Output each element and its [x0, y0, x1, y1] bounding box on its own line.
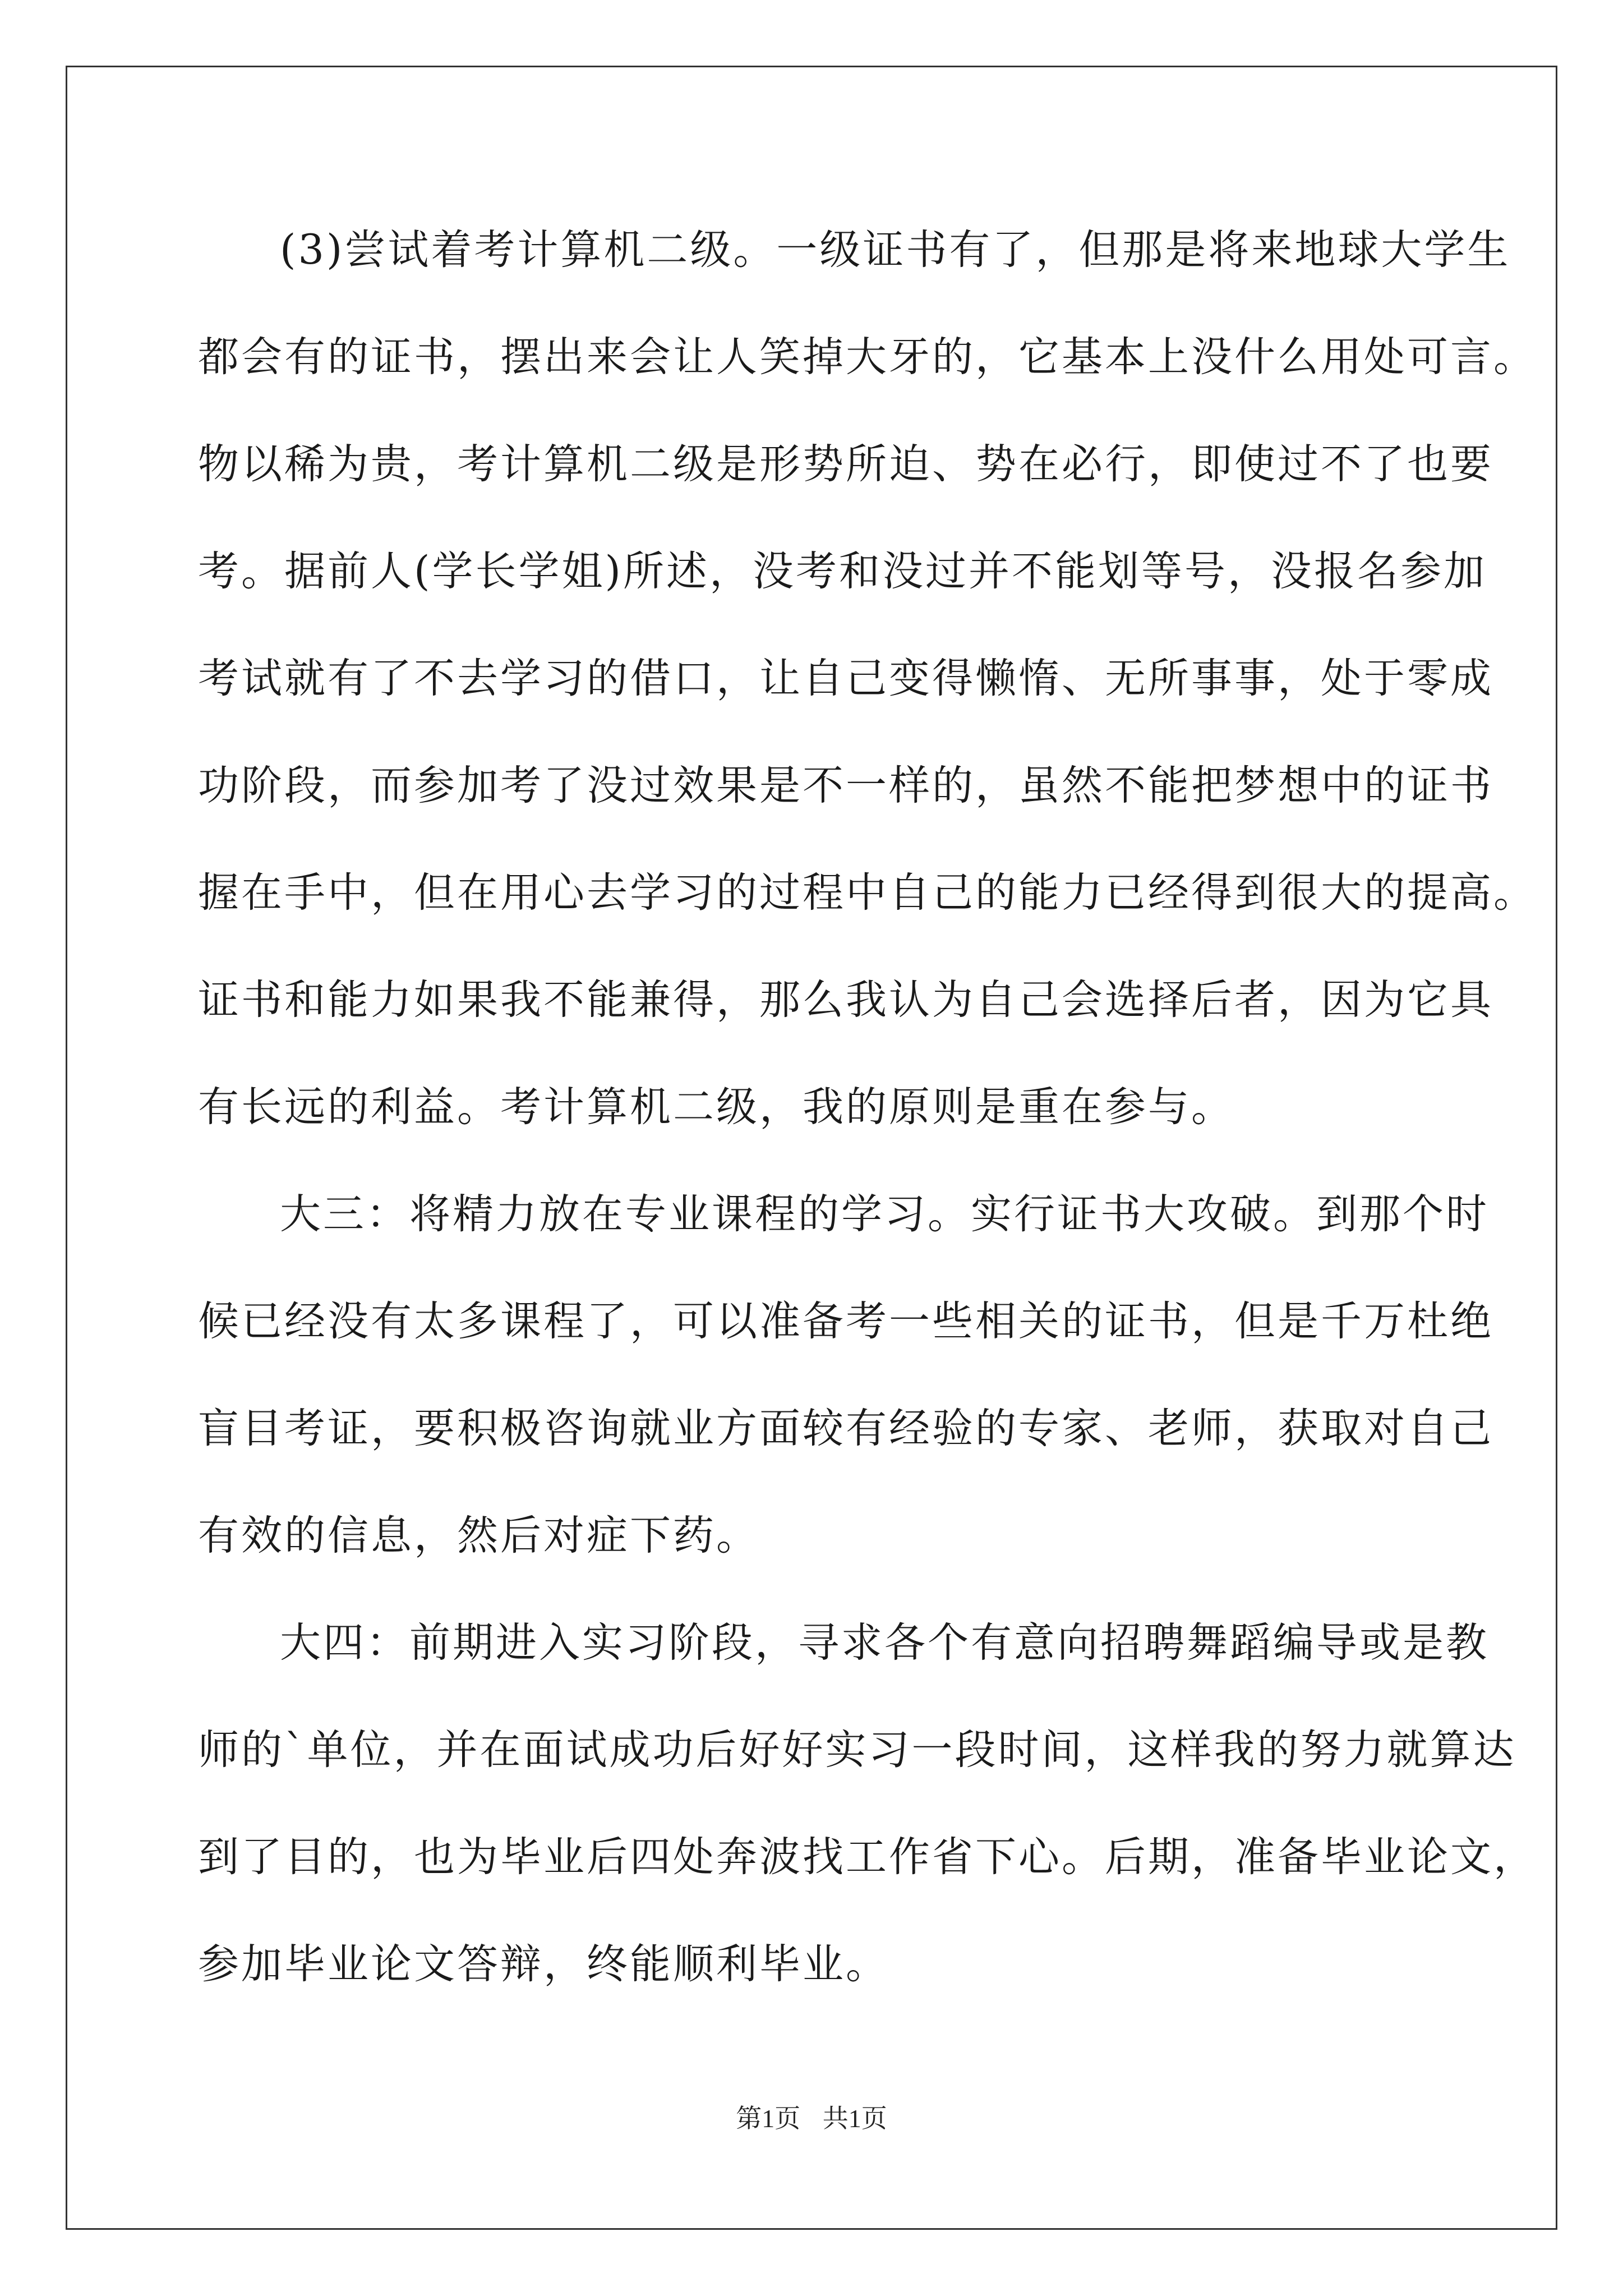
paragraph-line: 都会有的证书，摆出来会让人笑掉大牙的，它基本上没什么用处可言。	[198, 333, 1537, 381]
page-number: 第1页	[736, 2104, 801, 2133]
paragraph-line: 大三：将精力放在专业课程的学习。实行证书大攻破。到那个时	[280, 1190, 1489, 1238]
document-body	[198, 218, 1537, 2039]
paragraph-line: 有长远的利益。考计算机二级，我的原则是重在参与。	[198, 1083, 1234, 1131]
page-total: 共1页	[822, 2104, 887, 2133]
paragraph-line: 到了目的，也为毕业后四处奔波找工作省下心。后期，准备毕业论文，	[198, 1833, 1537, 1881]
paragraph-line: 握在手中，但在用心去学习的过程中自己的能力已经得到很大的提高。	[198, 869, 1537, 917]
paragraph-line: 盲目考证，要积极咨询就业方面较有经验的专家、老师，获取对自己	[198, 1405, 1493, 1452]
paragraph-line: (3)尝试着考计算机二级。一级证书有了，但那是将来地球大学生	[280, 226, 1511, 274]
paragraph-line: 考。据前人(学长学姐)所述，没考和没过并不能划等号，没报名参加	[198, 547, 1487, 595]
paragraph-line: 证书和能力如果我不能兼得，那么我认为自己会选择后者，因为它具	[198, 976, 1493, 1024]
paragraph-line: 参加毕业论文答辩，终能顺利毕业。	[198, 1940, 889, 1988]
paragraph-line: 候已经没有太多课程了，可以准备考一些相关的证书，但是千万杜绝	[198, 1297, 1493, 1345]
paragraph-line: 大四：前期进入实习阶段，寻求各个有意向招聘舞蹈编导或是教	[280, 1619, 1489, 1667]
page-footer	[0, 2098, 1623, 2135]
paragraph-line: 有效的信息，然后对症下药。	[198, 1512, 759, 1559]
paragraph-line: 师的`单位，并在面试成功后好好实习一段时间，这样我的努力就算达	[198, 1726, 1516, 1774]
paragraph-line: 考试就有了不去学习的借口，让自己变得懒惰、无所事事，处于零成	[198, 655, 1493, 702]
paragraph-line: 功阶段，而参加考了没过效果是不一样的，虽然不能把梦想中的证书	[198, 762, 1493, 809]
paragraph-line: 物以稀为贵，考计算机二级是形势所迫、势在必行，即使过不了也要	[198, 440, 1493, 488]
